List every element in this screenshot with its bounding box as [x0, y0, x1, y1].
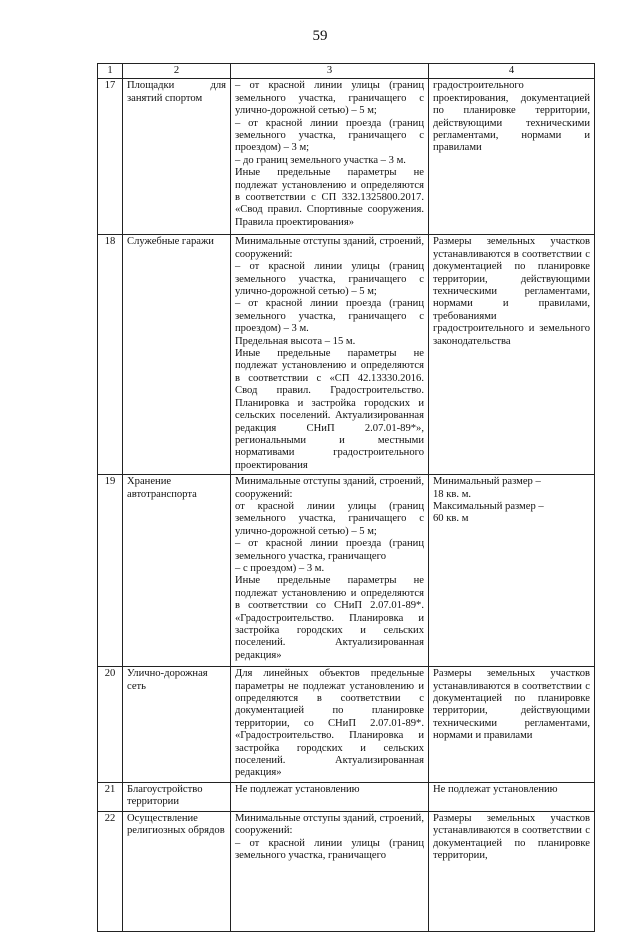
- parameter-line: – от красной линии улицы (границ земельного участка, граничащего: [235, 837, 424, 861]
- note-line: 60 кв. м: [433, 513, 469, 525]
- limit-parameters: [231, 79, 429, 235]
- plot-size-note: [429, 811, 595, 931]
- header-cell: 4: [429, 64, 595, 79]
- table-row: [98, 475, 595, 667]
- object-name: Площадки для занятий спортом: [123, 79, 231, 235]
- regulations-table: [97, 63, 595, 932]
- note-line: Размеры земельных участков устанавливаются в соответствии с документацией по планировке территории,: [433, 812, 590, 861]
- note-line: 18 кв. м.: [433, 488, 472, 500]
- parameter-line: Минимальные отступы зданий, строений, сооружений:: [235, 476, 424, 500]
- parameter-line: – от красной линии проезда (границ земельного участка, граничащего с проездом) – 3 м.: [235, 298, 424, 335]
- note-line: Максимальный размер –: [433, 500, 544, 512]
- table-row: [98, 79, 595, 235]
- row-number: 18: [98, 235, 123, 475]
- object-name: Благоустройство территории: [123, 782, 231, 811]
- plot-size-note: [429, 667, 595, 783]
- row-number: 22: [98, 811, 123, 931]
- parameter-line: Предельная высота – 15 м.: [235, 335, 356, 347]
- limit-parameters: [231, 475, 429, 667]
- parameter-line: – до границ земельного участка – 3 м.: [235, 154, 406, 166]
- object-name: Хранение автотранспорта: [123, 475, 231, 667]
- row-number: 19: [98, 475, 123, 667]
- plot-size-note: [429, 235, 595, 475]
- note-line: Размеры земельных участков устанавливаются в соответствии с документацией по планировке территории, действующими техническими регламентами, нормами и правилами, требованиями градостроительного и земельного законодательства: [433, 236, 590, 347]
- table-row: [98, 235, 595, 475]
- note-line: Размеры земельных участков устанавливаются в соответствии с документацией по планировке территории, действующими техническими регламентами, нормами и правилами: [433, 668, 590, 742]
- parameter-line: – от красной линии проезда (границ земельного участка, граничащего: [235, 538, 424, 562]
- header-cell: 1: [98, 64, 123, 79]
- object-name: Осуществление религиозных обрядов: [123, 811, 231, 931]
- parameter-line: – от красной линии улицы (границ земельного участка, граничащего с улично-дорожной сетью) – 5 м;: [235, 80, 424, 117]
- parameter-line: – от красной линии проезда (границ земельного участка, граничащего с проездом) – 3 м;: [235, 117, 424, 154]
- row-number: 20: [98, 667, 123, 783]
- parameter-line: Минимальные отступы зданий, строений, сооружений:: [235, 236, 424, 260]
- limit-parameters: [231, 235, 429, 475]
- parameter-line: Иные предельные параметры не подлежат установлению и определяются в соответствии с СП 332.1325800.2017. «Свод правил. Спортивные сооружения. Правила проектирования»: [235, 167, 424, 228]
- parameter-line: – с проездом) – 3 м.: [235, 562, 325, 574]
- object-name: Улично-дорожная сеть: [123, 667, 231, 783]
- parameter-line: Минимальные отступы зданий, строений, сооружений:: [235, 812, 424, 837]
- parameter-line: Не подлежат установлению: [235, 783, 360, 795]
- row-number: 21: [98, 782, 123, 811]
- plot-size-note: [429, 475, 595, 667]
- note-line: градостроительного проектирования, документацией по планировке территории, действующими техническими регламентами, нормами и правилами: [433, 80, 590, 154]
- table-row: [98, 782, 595, 811]
- limit-parameters: [231, 811, 429, 931]
- table-header-row: [98, 64, 595, 79]
- parameter-line: от красной линии улицы (границ земельного участка, граничащего с улично-дорожной сетью) – 5 м;: [235, 500, 424, 537]
- note-line: Не подлежат установлению: [433, 783, 558, 795]
- table-row: [98, 667, 595, 783]
- header-cell: 3: [231, 64, 429, 79]
- plot-size-note: [429, 79, 595, 235]
- parameter-line: Иные предельные параметры не подлежат установлению и определяются в соответствии со СНиП 2.07.01-89*. «Градостроительство. Планировка и застройка городских и сельских поселений. Актуализированная редакция»: [235, 575, 424, 661]
- row-number: 17: [98, 79, 123, 235]
- parameter-line: Для линейных объектов предельные параметры не подлежат установлению и определяются в соответствии с документацией по планировке территории, со СНиП 2.07.01-89*. «Градостроительство. Планировка и застройка городских и сельских поселений. Актуализированная редакция»: [235, 668, 424, 779]
- parameter-line: Иные предельные параметры не подлежат установлению и определяются в соответствии с «СП 42.13330.2016. Свод правил. Градостроительство. Планировка и застройка городских и сельских поселений. Актуализированная редакция СНиП 2.07.01-89*», региональными и местными нормативами градостроительного проектирования: [235, 348, 424, 471]
- limit-parameters: [231, 782, 429, 811]
- page-number: 59: [312, 28, 328, 44]
- header-cell: 2: [123, 64, 231, 79]
- table-row: [98, 811, 595, 931]
- limit-parameters: [231, 667, 429, 783]
- plot-size-note: [429, 782, 595, 811]
- note-line: Минимальный размер –: [433, 476, 541, 488]
- object-name: Служебные гаражи: [123, 235, 231, 475]
- parameter-line: – от красной линии улицы (границ земельного участка, граничащего с улично-дорожной сетью) – 5 м;: [235, 261, 424, 298]
